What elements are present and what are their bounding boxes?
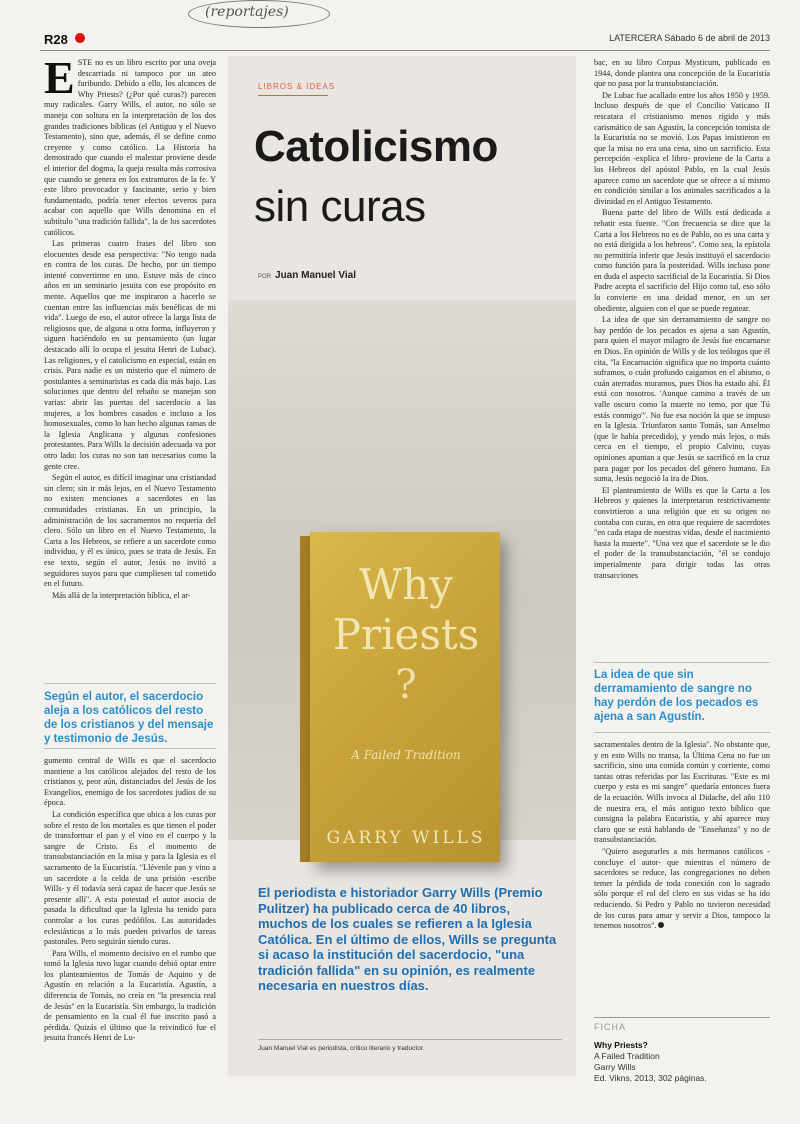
headline-line-1: Catolicismo [254,122,498,171]
pull-quote-rule [594,662,770,663]
paragraph: El planteamiento de Wills es que la Carta a los Hebreos y quienes la interpretaron restrictivamente convirtieron a una religión que en su origen no contaba con curas, en otra que requiere de sacerdotes "en cada etapa de nuestras vidas, desde el nacimiento hasta la muerte". "Una vez que el sacerdote se le dio el poder de la transubstanciación, "él se condujo imperialmente para dirigir todas las otras transacciones [594,485,770,580]
book-title-mark: ? [395,662,417,708]
book-title-line-1: Why [359,560,453,609]
deck-summary: El periodista e historiador Garry Wills (Premio Pulitzer) ha publicado cerca de 40 libros, muchos de los cuales se refieren a la Iglesia Católica. En el último de ellos, Wills se pregunta si acaso la institución del sacerdocio, "una tradición fallida" en su opinión, es realmente necesaria en nuestros días. [258,885,557,993]
column-3-bottom [594,740,770,933]
column-3-top [594,58,770,582]
end-mark-icon [658,922,664,928]
ficha-rule [594,1017,770,1018]
pull-quote-rule [44,683,216,684]
paragraph: Buena parte del libro de Wills está dedicada a rebatir esta fuente. "Con frecuencia se dice que la Carta a los Hebreos no es de Pablo, no es una carta y no está dirigida a los hebreos". Como sea, la epístola no permitiría inferir que Jesús instituyó el sacerdocio como función para la posteridad. Wills incluso pone en duda el aspecto sacrificial de la Eucaristía. Si Dios Padre acepta el sacrificio del Hijo como tal, eso sólo lo convierte en una deidad menor, en un ser obediente, alguien con el que se puede regatear. [594,208,770,313]
byline-prefix: POR [258,274,272,280]
paragraph: Para Wills, el momento decisivo en el rumbo que tomó la Iglesia tuvo lugar cuando debió optar entre los planteamientos de Tomás de Aquino y de Agustín en relación a la Eucaristía. Agustín, a diferencia de Tomás, no creía en "la presencia real de Jesús" en la Eucaristía. Sin embargo, la tradición de pensamiento en la cual él fue inscrito pasó a pérdida. Quizás el último que la reivindicó fue el jesuita francés Henri de Lu- [44,948,216,1043]
byline [258,270,356,281]
page-dot-icon [75,33,85,43]
paragraph: sacramentales dentro de la Iglesia". No obstante que, y en esto Wills no transa, la Última Cena no fue un sacrificio, sino una comida común y corriente, como tantas otras referidas por las Escrituras. "Este es mi cuerpo y esta es mi sangre" quedaría entonces fuera de la ecuación. Wills invoca al Didache, del año 110 de nuestra era, el más antiguo texto bíblico que consigna la palabra Eucaristía, y ahí aparece muy claro que se está hablando de "Enseñanza" y no de transubstanciación. [594,740,770,845]
paragraph: La condición específica que ubica a los curas por sobre el resto de los mortales es que tienen el poder de transformar el pan y el vino en el cuerpo y la sangre de Cristo. Es el momento de transubstanciación en la misa y para la Iglesia es el sacramento de la Eucaristía. "Llévenle pan y vino a un sacerdote a la celda de una prisión -escribe Wills- y él todavía será capaz de hacer que Jesús se presente allí". A esta potestad el autor asocia de pasada la dificultad que la Iglesia ha tenido para controlar a los curas pedófilos. Las autoridades eclesiásticas a lo más pueden privarlos de tareas pastorales. Pero seguirán siendo curas. [44,809,216,947]
paragraph: gumento central de Wills es que el sacerdocio mantiene a los católicos alejados del resto de los cristianos y, peor aún, distanciados del Jesús de los Evangelios, enemigo de los sacerdotes judíos de su época. [44,756,216,808]
header-rule [40,50,770,51]
pull-quote-rule [44,748,216,749]
column-1-bottom [44,756,216,1045]
byline-name: Juan Manuel Vial [275,270,356,281]
closing-paragraph-text: "Quiero asegurarles a mis hermanos católicos -concluye el autor- que mientras el número de sacerdotes se reduce, las congregaciones no deben temer la pérdida de toda conexión con lo sagrado sólo porque el rol del clero en sus vidas se ha ido reduciendo. Si Pedro y Pablo no tuvieron necesidad de los curas para amar y servir a Dios, tampoco la tenemos nosotros". [594,846,770,931]
section-label: LIBROS & IDEAS [258,82,336,91]
headline-line-2: sin curas [254,182,426,231]
credit-rule [258,1039,562,1040]
pull-quote-rule [594,732,770,733]
column-1-top [44,52,216,602]
page-number: R28 [44,32,68,47]
paragraph: Más allá de la interpretación bíblica, el ar- [52,590,191,600]
book-author: GARRY WILLS [326,828,486,848]
handwritten-note: (reportajes) [205,4,289,20]
paragraph: De Lubac fue acallado entre los años 1950 y 1959. Incluso después de que el Concilio Vaticano II rescatara el cristianismo menos rígido y más carismático de san Agustín, la concepción tomista de la Eucaristía no se movió. Los Papas insistieron en que la misa no era una cena, sino un sacrificio. Esta percepción -explica el libro- proviene de la Carta a los Hebreos del apóstol Pablo, en la cual Jesús aparece como un sacerdote que se ofrece a sí mismo en condición similar a los animales sacrificados a la divinidad en el Antiguo Testamento. [594,90,770,206]
paragraph: bac, en su libro Corpus Mysticum, publicado en 1944, donde plantea una concepción de la Eucaristía que no pasa por la transubstanciación. [594,58,770,89]
paragraph [594,847,770,932]
paragraph: Según el autor, es difícil imaginar una cristiandad sin clero; sin ir más lejos, en el Nuevo Testamento no existen menciones a sacerdotes en las comunidades cristianas. En un principio, la administración de los sacramentos no requería del clero. Sólo un libro en el Nuevo Testamento, la Carta a los Hebreos, se refiere a un sacerdote como individuo, y él es único, pues se trata de Jesús. En ese texto, según el autor, Jesús no invitó a seguidores suyos para que cumpliesen tal cometido en el futuro. [44,473,216,589]
ficha-box [594,1040,707,1084]
author-credit: Juan Manuel Vial es periodista, crítico literario y traductor. [258,1045,425,1052]
ficha-title: Why Priests? [594,1040,648,1050]
drop-cap: E [44,52,75,103]
section-label-rule [258,95,328,96]
paragraph: La idea de que sin derramamiento de sangre no hay perdón de los pecados es ajena a san Agustín, para quien el mayor milagro de Jesús fue encarnarse en Dios. En opinión de Wills y de los teólogos que él cita, "la Encarnación significa que no importa cuánto suframos, o cuán profundo caigamos en el abismo, o cuán aterrados muramos, pues Dios ha estado ahí. Él está con nosotros. 'Aunque camino a través de un valle oscuro como la muerte no temo, por que Tú estás conmigo'". No fue esa noción la que se impuso en la Iglesia. Triunfaron santo Tomás, san Anselmo (que le había precedido), y yendo más lejos, o más cerca en el tiempo, el propio Calvino, cuyas opiniones apuntan a que Jesús se sacrificó en la cruz para pagar por los pecados del género humano. En suma, Jesús negoció la ira de Dios. [594,315,770,484]
ficha-label: FICHA [594,1022,626,1032]
book-title-line-2: Priests [332,610,480,659]
ficha-author: Garry Wills [594,1062,636,1072]
paragraph: STE no es un libro escrito por una oveja descarriada ni tampoco por un ateo furibundo. Debido a ello, los alcances de Why Priests? (¿Por qué curas?) parecen muy radicales. Garry Wills, el autor, no sólo se maneja con soltura en la interpretación de los dos grandes tradiciones bíblicas (el Antiguo y el Nuevo Testamento), sino que, además, él se define como creyente y como católico. La Historia ha demostrado que cuando el malestar proviene desde el interior del dogma, la queja resulta más corrosiva que cuando se genera en los extramuros de la fe. Y este libro provocador y fascinante, serio y bien fundamentado, podría tener efectos severos para acabar con aquello que Wills denomina en el subtítulo "una tradición fallida", la de los sacerdotes católicos. [44,58,216,237]
newspaper-date: LATERCERA Sábado 6 de abril de 2013 [609,33,770,43]
ficha-publisher: Ed. Vikns, 2013, 302 páginas. [594,1073,707,1083]
pull-quote-1: Según el autor, el sacerdocio aleja a los católicos del resto de los cristianos y del mensaje y testimonio de Jesús. [44,691,214,745]
book-subtitle: A Failed Tradition [351,748,461,762]
pull-quote-2: La idea de que sin derramamiento de sangre no hay perdón de los pecados es ajena a san Agustín. [594,669,759,723]
paragraph: Las primeras cuatro frases del libro son elocuentes desde esa perspectiva: "No tengo nada en contra de los curas. De hecho, por un tiempo intenté convertirme en uno. Estuve más de cinco años en un seminario jesuita con ese propósito en mente. Aquellos que me inspiraron a hacerlo se cuentan entre las influencias más benéficas de mi vida". Luego de eso, el autor ofrece la larga lista de religiosos que, de alguna u otra forma, influyeron y siguen haciéndolo en su pensamiento (un lugar destacado allí lo ocupa el jesuita Henri de Lubac). Las religiones, y el catolicismo en especial, están en crisis. Para nadie es un misterio que el número de postulantes a seminaristas es cada día más bajo. Las soluciones que dentro del rebaño se manejan son varias: abrir las puertas del sacerdocio a las mujeres, a los hombres casados e incluso a los homosexuales, como lo han hecho algunas ramas de la Iglesia Anglicana y algunas confesiones protestantes. Para Wills la decisión adecuada va por otro lado: los curas no son tan necesarios como la gente cree. [44,239,216,471]
ficha-subtitle: A Failed Tradition [594,1051,660,1061]
